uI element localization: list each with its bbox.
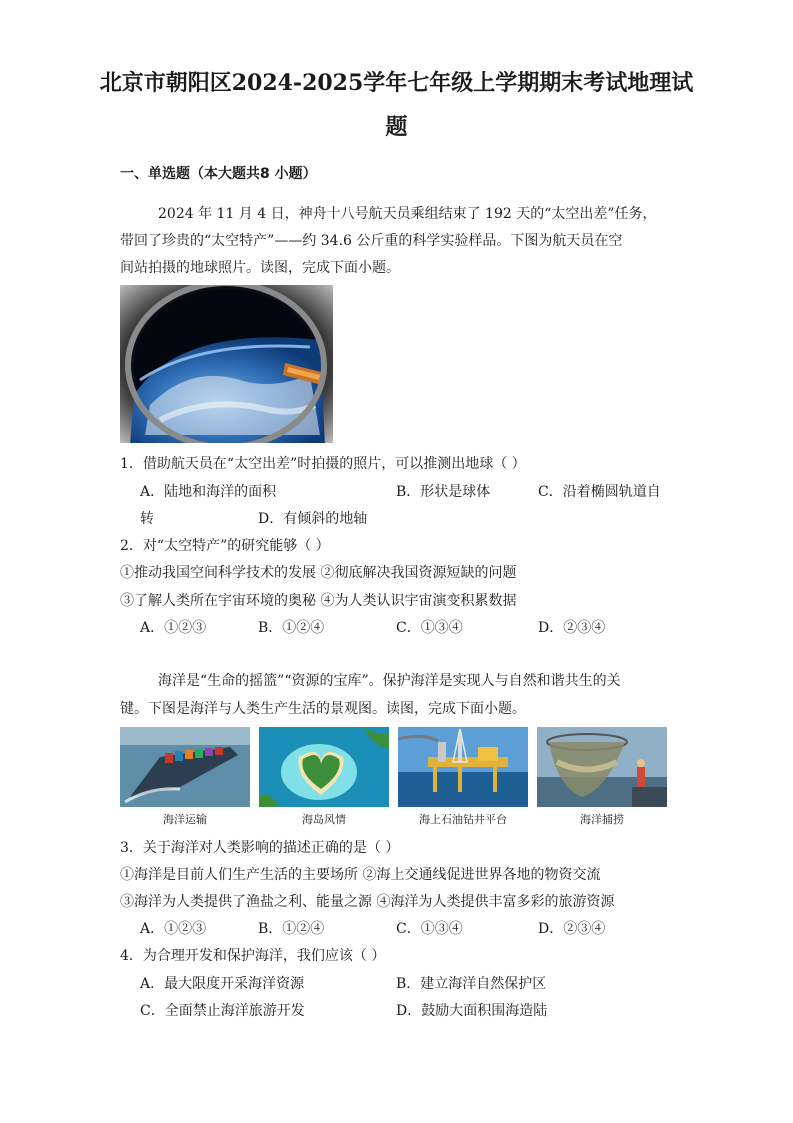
caption-ocean-fishing: 海洋捕捞 [580, 813, 624, 826]
q2-option-a: A．①②③ [140, 620, 207, 636]
passage1-line1: 2024 年 11 月 4 日，神舟十八号航天员乘组结束了 192 天的“太空出差”任务， [158, 206, 657, 222]
ocean-shipping-photo [120, 727, 250, 807]
q1-option-c: C．沿着椭圆轨道自 [538, 484, 661, 500]
caption-island-scenery: 海岛风情 [302, 813, 346, 826]
q3-option-d: D．②③④ [538, 921, 606, 937]
caption-ocean-shipping: 海洋运输 [163, 813, 207, 826]
oil-platform-photo [398, 727, 528, 807]
q3-stem: 3．关于海洋对人类影响的描述正确的是（ ） [120, 840, 400, 856]
q3-option-a: A．①②③ [140, 921, 207, 937]
q2-statements-1: ①推动我国空间科学技术的发展 ②彻底解决我国资源短缺的问题 [120, 565, 517, 581]
earth-from-space-photo [120, 285, 333, 443]
passage1-line3: 间站拍摄的地球照片。读图，完成下面小题。 [120, 260, 400, 276]
q2-option-c: C．①③④ [396, 620, 463, 636]
q4-option-d: D．鼓励大面积围海造陆 [396, 1003, 548, 1019]
caption-oil-platform: 海上石油钻井平台 [419, 813, 507, 826]
ocean-fishing-photo [537, 727, 667, 807]
q4-option-c: C．全面禁止海洋旅游开发 [140, 1003, 305, 1019]
q2-statements-2: ③了解人类所在宇宙环境的奥秘 ④为人类认识宇宙演变积累数据 [120, 593, 517, 609]
q4-option-b: B．建立海洋自然保护区 [396, 976, 547, 992]
q4-option-a: A．最大限度开采海洋资源 [140, 976, 305, 992]
q2-option-d: D．②③④ [538, 620, 606, 636]
q3-statements-2: ③海洋为人类提供了渔盐之利、能量之源 ④海洋为人类提供丰富多彩的旅游资源 [120, 894, 615, 910]
q2-stem: 2．对“太空特产”的研究能够（ ） [120, 538, 330, 554]
q1-option-b: B．形状是球体 [396, 484, 491, 500]
q1-stem: 1．借助航天员在“太空出差”时拍摄的照片，可以推测出地球（ ） [120, 456, 526, 472]
q1-option-d: D．有倾斜的地轴 [258, 511, 368, 527]
section-heading: 一、单选题（本大题共8 小题） [120, 166, 317, 182]
passage1-line2: 带回了珍贵的“太空特产”——约 34.6 公斤重的科学实验样品。下图为航天员在空 [120, 233, 623, 249]
page-title-line1: 北京市朝阳区2024-2025学年七年级上学期期末考试地理试 [99, 70, 694, 96]
q4-stem: 4．为合理开发和保护海洋，我们应该（ ） [120, 948, 386, 964]
q3-option-c: C．①③④ [396, 921, 463, 937]
q3-option-b: B．①②④ [258, 921, 325, 937]
passage2-line1: 海洋是“生命的摇篮”“资源的宝库”。保护海洋是实现人与自然和谐共生的关 [158, 673, 621, 689]
q2-option-b: B．①②④ [258, 620, 325, 636]
page-title-line2: 题 [385, 114, 408, 140]
island-scenery-photo [259, 727, 389, 807]
q3-statements-1: ①海洋是目前人们生产生活的主要场所 ②海上交通线促进世界各地的物资交流 [120, 867, 601, 883]
q1-option-c-continued: 转 [140, 511, 154, 527]
q1-option-a: A．陆地和海洋的面积 [140, 484, 277, 500]
passage2-line2: 键。下图是海洋与人类生产生活的景观图。读图，完成下面小题。 [120, 701, 526, 717]
